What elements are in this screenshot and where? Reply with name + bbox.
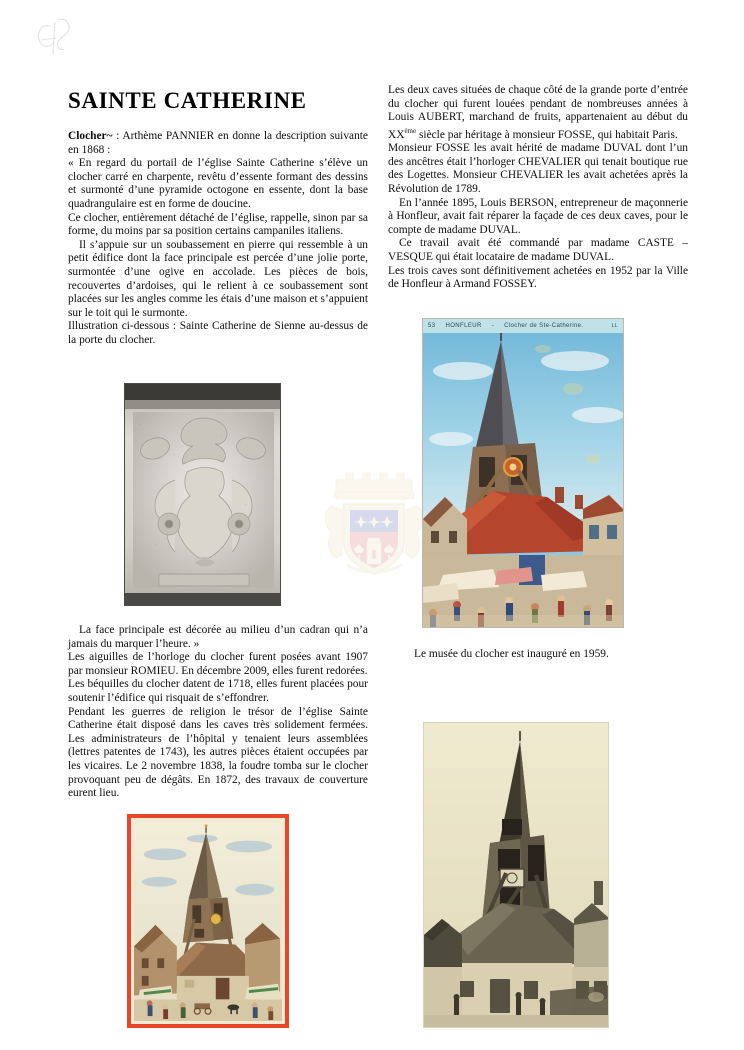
paragraph-two-cellars-a: Les deux caves situées de chaque côté de la grande porte d’entrée du clocher qui furent louées pendant de nombreuses années à Louis AUBERT, marchand de fruits, appartenaient au début du XX [388, 84, 688, 141]
paragraph-clocher-intro-text: : Arthème PANNIER en donne la description suivante en 1868 : [68, 130, 368, 156]
sepia-photo-figure [423, 722, 609, 1028]
paragraph-caste-vesque: Ce travail avait été commandé par madame CASTE – VESQUE qui était locataire de madame DUVAL. [388, 237, 688, 263]
postcard-caption-number: 53 [428, 323, 436, 329]
paragraph-detached-tower: Ce clocher, entièrement détaché de l’église, rappelle, sinon par sa forme, du moins par sa position certains campaniles italiens. [68, 211, 368, 238]
museum-caption: Le musée du clocher est inauguré en 1959. [414, 648, 609, 660]
paragraph-wars-of-religion: Pendant les guerres de religion le trésor de l’église Sainte Catherine était disposé dans les caves très solidement fermées. Les administrateurs de l’hôpital y tenaient leurs assemblées (lettres patentes de 1743), les autres pièces étaient occupées par les vicaires. Le 2 novembre 1838, la foudre tomba sur le clocher provoquant peu de dégâts. En 1872, des travaux de couverture eurent lieu. [68, 705, 368, 800]
left-text-column [68, 88, 368, 348]
page-title: SAINTE CATHERINE [68, 88, 307, 113]
century-superscript: ème [404, 126, 417, 135]
postcard-figure [422, 318, 624, 628]
right-text-column [388, 84, 688, 292]
paragraph-clocher-intro [68, 130, 368, 157]
paragraph-illustration-note: Illustration ci-dessous : Sainte Catherine de Sienne au-dessus de la porte du clocher. [68, 320, 368, 346]
sculpture-relief-figure [124, 383, 281, 606]
paragraph-two-cellars-b: siècle par héritage à monsieur FOSSE, qui habitait Paris. [416, 128, 678, 141]
honfleur-coat-of-arms-watermark [320, 458, 428, 580]
paragraph-two-cellars [388, 84, 688, 142]
watercolour-figure [127, 814, 289, 1028]
paragraph-lead-label: Clocher~ [68, 130, 113, 142]
postcard-caption-place: HONFLEUR [445, 323, 482, 329]
postcard-caption-dash: - [491, 323, 495, 329]
postcard-caption-publisher: LL [611, 323, 618, 329]
postcard-caption-bar [423, 319, 623, 333]
paragraph-stone-base: Il s’appuie sur un soubassement en pierre qui ressemble à un petit édifice dont la face principale est percée d’une jolie porte, surmontée d’une ogive en accolade. Les pièces de bois, recouvertes d’ardoises, qui le relient à ce soubassement sont placées sur les angles comme les étais d’une maison et s’appuient sur le toit qui le surmonte. [68, 238, 368, 319]
paragraph-fosse-duval: Monsieur FOSSE les avait hérité de madame DUVAL dont l’un des ancêtres était l’horloger CHEVALIER qui tenait boutique rue des Logettes. Monsieur CHEVALIER les avait achetées après la Révolution de 1789. [388, 142, 688, 195]
paragraph-three-cellars-1952: Les trois caves sont définitivement achetées en 1952 par la Ville de Honfleur à Armand FOSSEY. [388, 264, 688, 291]
handwriting-mark-icon [28, 14, 88, 58]
paragraph-quote-opening: « En regard du portail de l’église Sainte Catherine s’élève un clocher carré en charpente, revêtu d’essente formant des dessins et surmonté d’une pyramide octogone en essente, dont la base quadrangulaire est en forme de doucine. [68, 157, 368, 210]
paragraph-crutches-1718: Les béquilles du clocher datent de 1718, elles furent placées pour soutenir l’édifice qui risquait de s’effondrer. [68, 678, 368, 704]
postcard-caption-subject: Clocher de Ste-Catherine. [504, 323, 584, 329]
left-text-column-lower [68, 624, 368, 801]
paragraph-clock-hands: Les aiguilles de l’horloge du clocher furent posées avant 1907 par monsieur ROMIEU. En décembre 2009, elles furent redorées. [68, 651, 368, 677]
paragraph-berson-1895: En l’année 1895, Louis BERSON, entrepreneur de maçonnerie à Honfleur, avait fait réparer la façade de ces deux caves, pour le compte de madame DUVAL. [388, 196, 688, 236]
paragraph-clock-face: La face principale est décorée au milieu d’un cadran qui n’a jamais du marquer l’heure. » [68, 624, 368, 650]
